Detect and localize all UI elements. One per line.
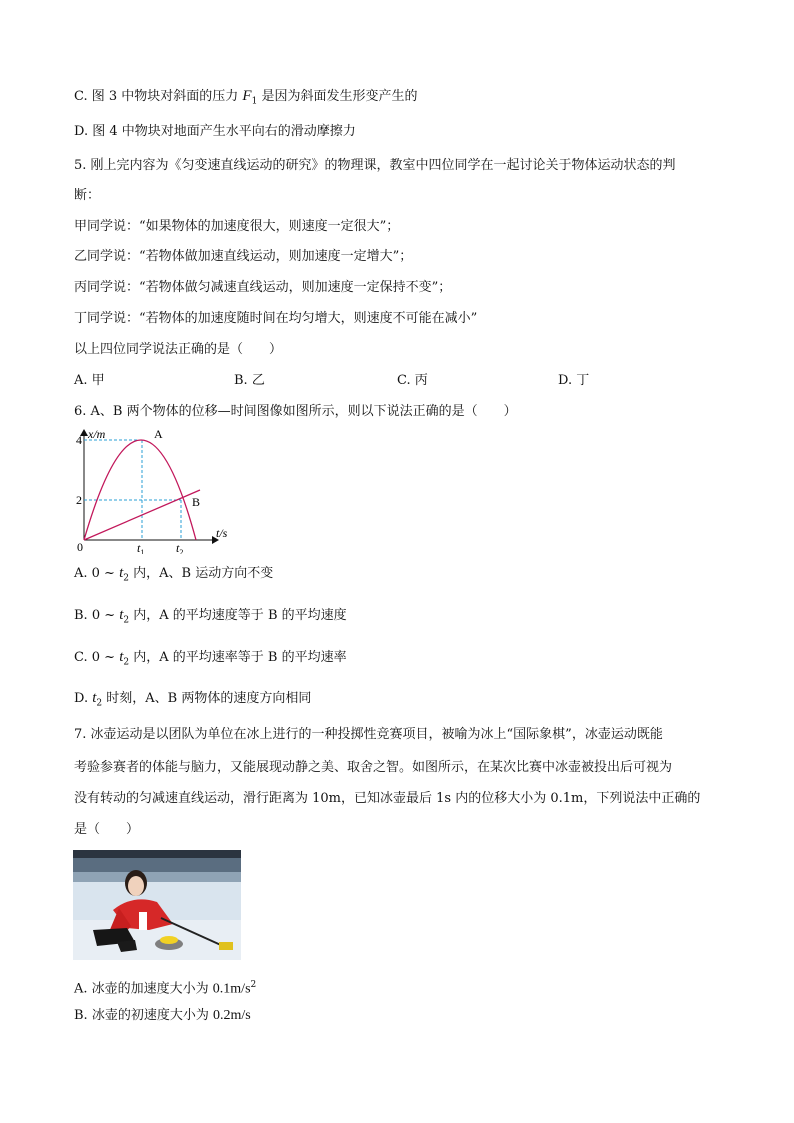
t-symbol: t	[92, 690, 97, 706]
curling-photo	[73, 850, 241, 960]
q6-option-a	[74, 564, 273, 588]
x-tick-t2: $t_2$	[176, 541, 184, 554]
origin-label: 0	[77, 540, 83, 554]
y-axis-label: x/m	[88, 427, 106, 441]
q7-stem-line3: 没有转动的匀减速直线运动，滑行距离为 10m，已知冰壶最后 1s 内的位移大小为 0.1m，下列说法中正确的	[74, 791, 701, 806]
line-b-label: B	[192, 495, 201, 509]
q7-stem-line2: 考验参赛者的体能与脑力，又能展现动静之美、取舍之智。如图所示，在某次比赛中冰壶被投出后可视为	[74, 760, 673, 775]
q6-option-d-text: 时刻，A、B 两物体的速度方向相同	[102, 691, 312, 706]
q5-statement-yi: 乙同学说：“若物体做加速直线运动，则加速度一定增大”；	[74, 249, 413, 264]
x-axis-label: t/s	[216, 526, 228, 540]
q7-option-a-exponent: 2	[250, 980, 257, 990]
q6-option-b	[74, 606, 347, 630]
curve-a	[84, 440, 196, 540]
q5-option-d: D. 丁	[558, 373, 590, 388]
q6-option-a-prefix: A. 0 ~	[74, 566, 120, 581]
q7-stem-line4: 是（ ）	[74, 822, 140, 837]
q7-option-a-value: 0.1m/s	[212, 981, 251, 997]
q5-option-a: A. 甲	[74, 373, 105, 388]
t-symbol: t	[119, 565, 124, 581]
y-tick-2: 2	[76, 493, 82, 507]
q6-stem: 6. A、B 两个物体的位移—时间图像如图所示，则以下说法正确的是（ ）	[74, 404, 517, 419]
q5-statement-bing: 丙同学说：“若物体做匀减速直线运动，则加速度一定保持不变”；	[74, 280, 452, 295]
t-subscript: 2	[123, 657, 130, 668]
position-time-graph	[68, 424, 248, 554]
y-tick-4: 4	[76, 433, 82, 447]
q6-option-c	[74, 648, 347, 672]
q5-question: 以上四位同学说法正确的是（ ）	[74, 342, 283, 357]
q7-stem-line1: 7. 冰壶运动是以团队为单位在冰上进行的一种投掷性竞赛项目，被喻为冰上“国际象棋”，冰壶运动既能	[74, 727, 663, 742]
q7-option-b	[74, 1007, 251, 1025]
q5-statement-jia: 甲同学说：“如果物体的加速度很大，则速度一定很大”；	[74, 219, 400, 234]
t-symbol: t	[119, 607, 124, 623]
t-subscript: 2	[96, 698, 103, 709]
q6-option-b-prefix: B. 0 ~	[74, 608, 120, 623]
q6-option-a-text: 内，A、B 运动方向不变	[129, 566, 274, 581]
q6-option-b-text: 内，A 的平均速度等于 B 的平均速度	[129, 608, 347, 623]
t-subscript: 2	[123, 615, 130, 626]
q7-option-a	[74, 976, 256, 998]
q6-option-d-prefix: D.	[74, 691, 93, 706]
q6-option-c-prefix: C. 0 ~	[74, 650, 120, 665]
x-tick-t1: $t_1$	[137, 541, 145, 554]
force-subscript: 1	[251, 96, 258, 107]
q5-option-c: C. 丙	[397, 373, 428, 388]
q7-option-b-text: B. 冰壶的初速度大小为	[74, 1008, 213, 1023]
q6-option-d	[74, 689, 311, 713]
q7-option-a-text: A. 冰壶的加速度大小为	[74, 981, 213, 997]
q4-option-c-tail: 是因为斜面发生形变产生的	[257, 89, 418, 104]
force-symbol: F	[242, 88, 252, 104]
q4-option-c-text: C. 图 3 中物块对斜面的压力	[74, 89, 243, 104]
t-symbol: t	[119, 649, 124, 665]
q4-option-c	[74, 87, 417, 111]
q5-statement-ding: 丁同学说：“若物体的加速度随时间在均匀增大，则速度不可能在减小”	[74, 311, 478, 326]
q4-option-d: D. 图 4 中物块对地面产生水平向右的滑动摩擦力	[74, 124, 356, 139]
t-subscript: 2	[123, 573, 129, 584]
q5-option-b: B. 乙	[234, 373, 265, 388]
q5-stem-line1: 5. 刚上完内容为《匀变速直线运动的研究》的物理课，教室中四位同学在一起讨论关于物体运动状态的判	[74, 158, 676, 173]
q7-option-b-value: 0.2m/s	[212, 1008, 251, 1023]
q6-option-c-text: 内，A 的平均速率等于 B 的平均速率	[129, 650, 347, 665]
curve-a-label: A	[154, 427, 163, 441]
q5-stem-line2: 断：	[74, 188, 101, 203]
